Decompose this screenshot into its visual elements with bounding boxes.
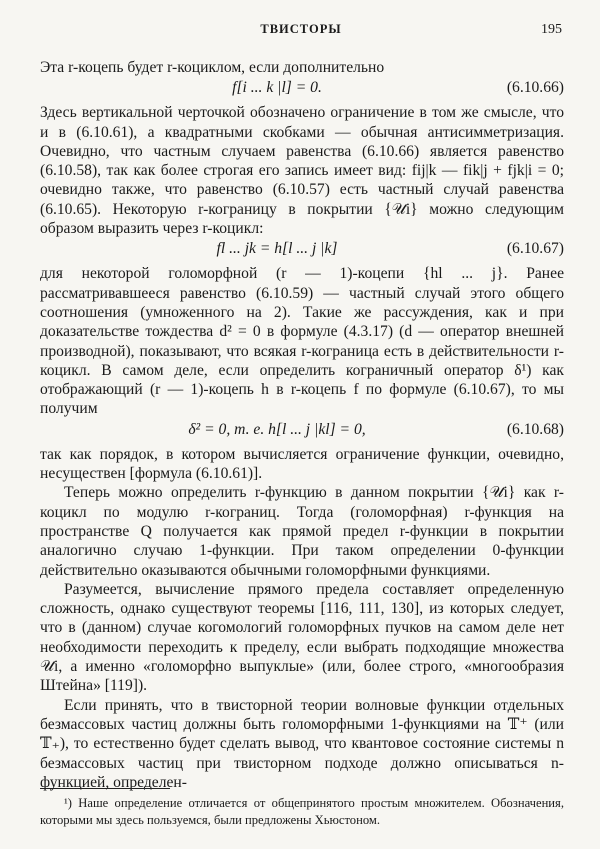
page-number: 195 <box>541 22 562 37</box>
paragraph-3: для некоторой голоморфной (r — 1)-коцепи {hl ... j}. Ранее рассматривавшееся равенство (6.10.59) — частный случай этого общего соотношения (умноженного на 2). Такие же рассуждения, как и при доказательстве тождества d² = 0 в формуле (4.3.17) (d — оператор внешней производной), показывают, что всякая r-кограница есть в действительности r-коцикл. В самом деле, если определить кограничный оператор δ¹) как отображающий (r — 1)-коцепь h в r-коцепь f по формуле (6.10.67), то мы получим <box>40 265 564 418</box>
main-text <box>40 58 564 792</box>
paragraph-2: Здесь вертикальной черточкой обозначено ограничение в том же смысле, что и в (6.10.61), а квадратными скобками — обычная антисимметризация. Очевидно, что частным случаем равенства (6.10.66) является равенство (6.10.58), так как более строгая его запись имеет вид: fij|k — fik|j + fjk|i = 0; очевидно также, что равенство (6.10.57) есть частный случай равенства (6.10.65). Некоторую r-кограницу в покрытии {𝒰i} можно следующим образом выразить через r-коцикл: <box>40 104 564 238</box>
equation-6-10-67 <box>40 239 564 263</box>
footnote: ¹) Наше определение отличается от общепринятого простым множителем. Обозначения, которыми мы здесь пользуемся, были предложены Хьюстоном. <box>40 796 564 827</box>
paragraph-6: Разумеется, вычисление прямого предела составляет определенную сложность, однако существуют теоремы [116, 111, 130], из которых следует, что в (данном) случае когомологий голоморфных пучков на самом деле нет необходимости переходить к пределу, если выбрать подходящие множества 𝒰i, а именно «голоморфно выпуклые» (или, более строго, «многообразия Штейна» [119]). <box>40 580 564 695</box>
equation-6-10-68 <box>40 420 564 444</box>
equation-number: (6.10.68) <box>506 420 564 438</box>
paragraph-7: Если принять, что в твисторной теории волновые функции отдельных безмассовых частиц должны быть голоморфными 1-функциями на 𝕋⁺ (или 𝕋₊), то естественно будет сделать вывод, что квантовое состояние системы n безмассовых частиц при твисторном подходе должно описываться n-функцией, определен- <box>40 696 564 791</box>
equation-number: (6.10.67) <box>506 240 564 258</box>
equation-formula: fl ... jk = h[l ... j |k] <box>216 240 338 258</box>
paragraph-1: Эта r-коцепь будет r-коциклом, если дополнительно <box>40 59 385 76</box>
running-title: ТВИСТОРЫ <box>260 22 342 36</box>
equation-formula: f[i ... k |l] = 0. <box>232 79 322 97</box>
paragraph-5: Теперь можно определить r-функцию в данном покрытии {𝒰i} как r-коцикл по модулю r-кограниц. Тогда (голоморфная) r-функция на пространстве Q получается как прямой предел r-функции в покрытии аналогично случаю 1-функции. При таком определении 0-функции действительно оказываются обычными голоморфными функциями. <box>40 484 564 579</box>
page-header <box>40 22 562 42</box>
paragraph-4: так как порядок, в котором вычисляется ограничение функции, очевидно, несуществен [формула (6.10.61)]. <box>40 445 564 483</box>
equation-formula: δ² = 0, т. е. h[l ... j |kl] = 0, <box>188 420 366 438</box>
equation-6-10-66 <box>40 78 564 102</box>
footnote-divider <box>40 788 170 789</box>
equation-number: (6.10.66) <box>506 79 564 97</box>
